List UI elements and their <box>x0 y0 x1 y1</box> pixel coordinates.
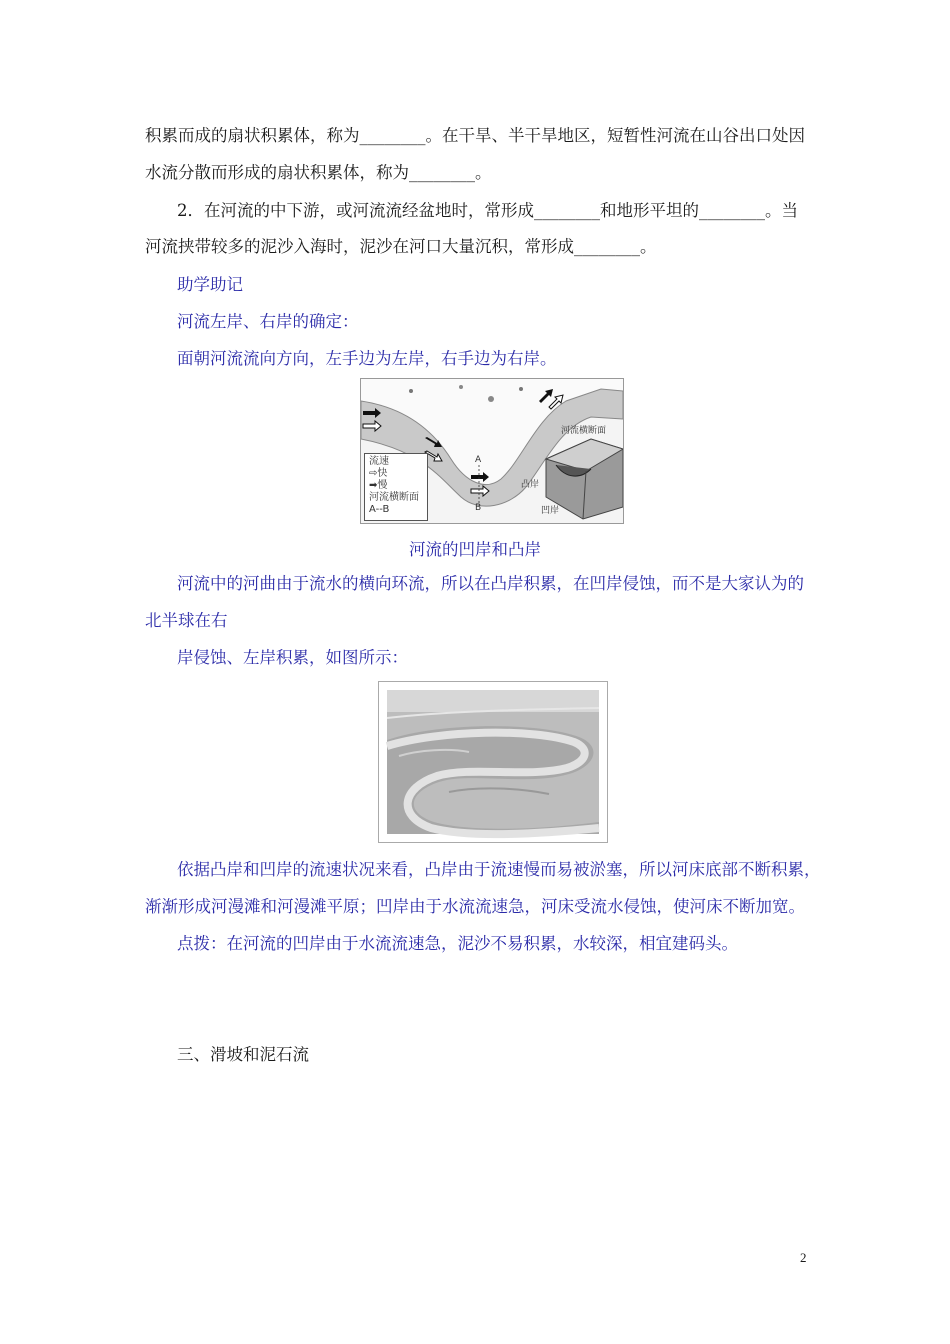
label-concave-bank: 凹岸 <box>541 506 560 516</box>
legend-fast: ⇨快 <box>369 468 388 479</box>
explanation-line: 北半球在右 <box>145 611 228 630</box>
conclusion-line: 依据凸岸和凹岸的流速状况来看，凸岸由于流速慢而易被淤塞，所以河床底部不断积累， <box>177 860 821 879</box>
tip-line: 点拨：在河流的凹岸由于水流流速急，泥沙不易积累，水较深，相宜建码头。 <box>177 934 738 953</box>
legend-title: 流速 <box>369 456 389 467</box>
label-b: B <box>475 503 482 513</box>
river-photo-image <box>379 682 607 842</box>
paragraph-line: 水流分散而形成的扇状积累体，称为________。 <box>145 163 492 182</box>
study-note-title: 助学助记 <box>177 275 243 294</box>
paragraph-line: 积累而成的扇状积累体，称为________。在干旱、半干旱地区，短暂性河流在山谷出口处因 <box>145 126 805 145</box>
figure-caption: 河流的凹岸和凸岸 <box>409 540 541 559</box>
legend-ab: A--B <box>369 504 390 515</box>
label-cross-section: 河流横断面 <box>561 426 607 436</box>
legend-slow: ➡慢 <box>369 480 388 491</box>
section-heading: 三、滑坡和泥石流 <box>177 1045 309 1064</box>
diagram-legend <box>364 453 428 521</box>
paragraph-line: 2．在河流的中下游，或河流流经盆地时，常形成________和地形平坦的________。当 <box>177 201 798 220</box>
meander-diagram <box>360 378 624 524</box>
conclusion-line: 渐渐形成河漫滩和河漫滩平原；凹岸由于水流流速急，河床受流水侵蚀，使河床不断加宽。 <box>145 897 805 916</box>
page-number: 2 <box>800 1250 807 1265</box>
explanation-line: 河流中的河曲由于流水的横向环流，所以在凸岸积累，在凹岸侵蚀，而不是大家认为的 <box>177 574 804 593</box>
study-note-heading: 河流左岸、右岸的确定： <box>177 312 359 331</box>
study-note-rule: 面朝河流流向方向，左手边为左岸，右手边为右岸。 <box>177 349 557 368</box>
label-a: A <box>475 455 482 465</box>
paragraph-line: 河流挟带较多的泥沙入海时，泥沙在河口大量沉积，常形成________。 <box>145 237 657 256</box>
explanation-line: 岸侵蚀、左岸积累，如图所示： <box>177 648 408 667</box>
river-photo <box>378 681 608 843</box>
legend-section: 河流横断面 <box>369 492 419 503</box>
label-convex-bank: 凸岸 <box>521 480 540 490</box>
